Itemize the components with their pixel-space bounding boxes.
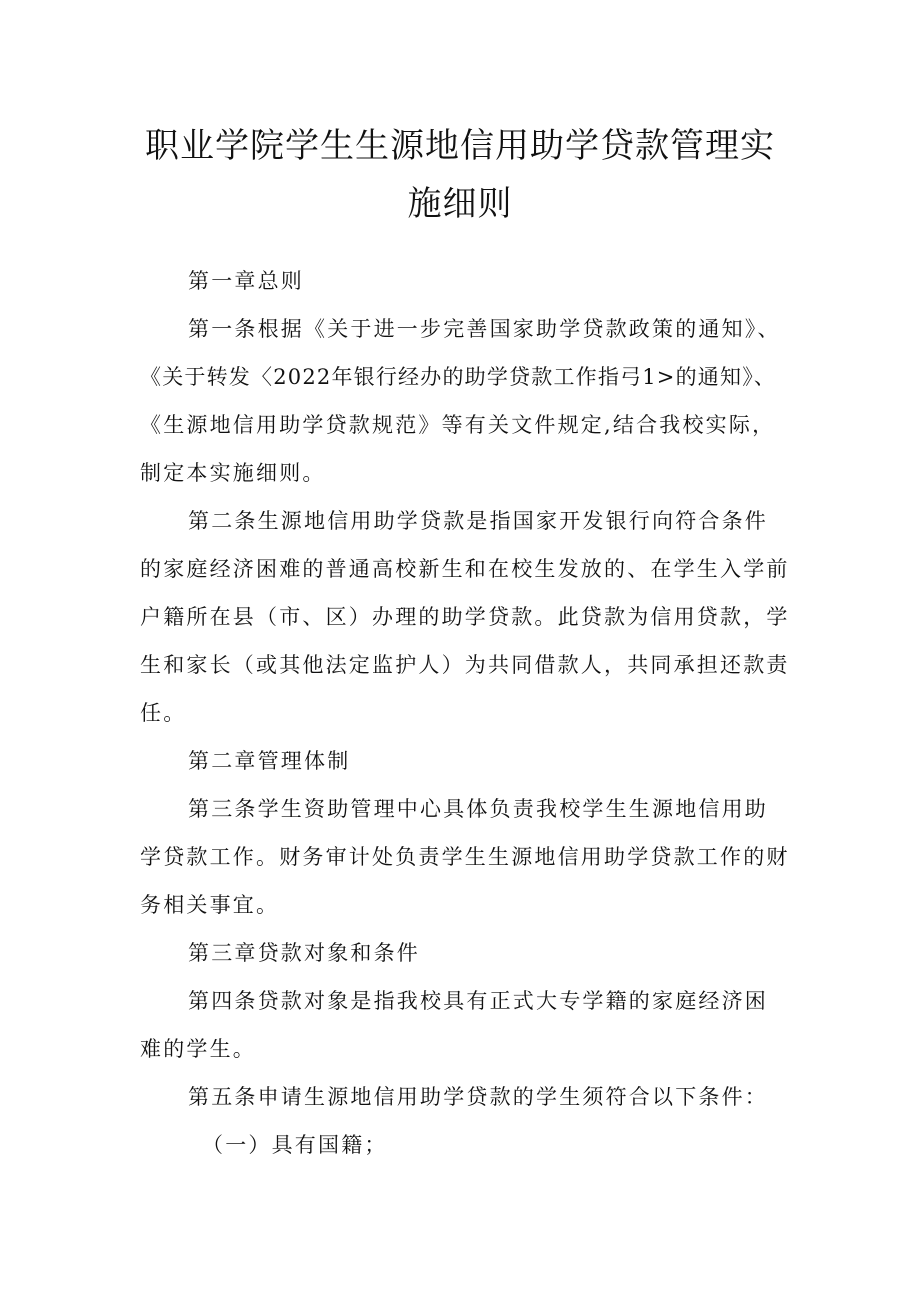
article-5-item-1: （一）具有国籍； xyxy=(202,1133,388,1157)
document-title-line-1: 职业学院学生生源地信用助学贷款管理实 xyxy=(145,126,775,166)
chapter-2-heading: 第二章管理体制 xyxy=(188,749,351,773)
article-4-line-1: 第四条贷款对象是指我校具有正式大专学籍的家庭经济困 xyxy=(188,989,768,1013)
chapter-1-heading: 第一章总则 xyxy=(188,269,304,293)
document-title-line-2: 施细则 xyxy=(407,184,513,224)
article-2-line-2: 的家庭经济困难的普通高校新生和在校生发放的、在学生入学前 xyxy=(140,557,790,581)
article-3-line-3: 务相关事宜。 xyxy=(140,893,280,917)
article-2-line-4: 生和家长（或其他法定监护人）为共同借款人，共同承担还款责 xyxy=(140,653,790,677)
article-1-line-1: 第一条根据《关于进一步完善国家助学贷款政策的通知》、 xyxy=(188,317,781,341)
article-5-line-1: 第五条申请生源地信用助学贷款的学生须符合以下条件： xyxy=(188,1085,768,1109)
article-1-line-4: 制定本实施细则。 xyxy=(140,461,326,485)
chapter-3-heading: 第三章贷款对象和条件 xyxy=(188,941,420,965)
article-3-line-1: 第三条学生资助管理中心具体负责我校学生生源地信用助 xyxy=(188,797,768,821)
article-2-line-1: 第二条生源地信用助学贷款是指国家开发银行向符合条件 xyxy=(188,509,768,533)
article-2-line-3: 户籍所在县（市、区）办理的助学贷款。此贷款为信用贷款，学 xyxy=(140,605,790,629)
article-2-line-5: 任。 xyxy=(140,701,187,725)
article-1-line-2: 《关于转发〈2022年银行经办的助学贷款工作指弓1>的通知》、 xyxy=(140,365,777,389)
article-1-line-3: 《生源地信用助学贷款规范》等有关文件规定,结合我校实际， xyxy=(140,413,776,437)
article-4-line-2: 难的学生。 xyxy=(140,1037,256,1061)
article-3-line-2: 学贷款工作。财务审计处负责学生生源地信用助学贷款工作的财 xyxy=(140,845,790,869)
